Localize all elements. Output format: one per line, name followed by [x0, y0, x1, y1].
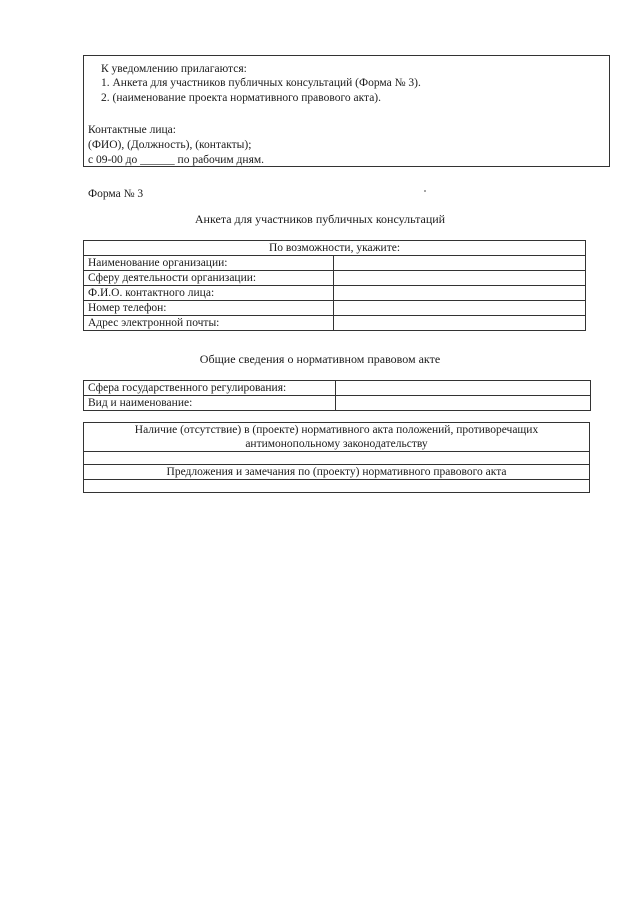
row-label-type-and-name: Вид и наименование:: [84, 396, 336, 411]
questions-table: [83, 422, 590, 493]
table-row: [84, 301, 586, 316]
contacts-line: (ФИО), (Должность), (контакты);: [88, 139, 252, 151]
field-contact-person[interactable]: [334, 286, 586, 301]
row-label-organization-name: Наименование организации:: [84, 256, 334, 271]
answer-antimonopoly-compliance[interactable]: [84, 452, 590, 465]
attachment-item-1: 1. Анкета для участников публичных консультаций (Форма № 3).: [101, 77, 421, 89]
attachment-item-2: 2. (наименование проекта нормативного правового акта).: [101, 92, 382, 104]
table-row: [84, 286, 586, 301]
form-number-label: Форма № 3: [88, 188, 144, 200]
general-info-table: [83, 380, 591, 411]
table-row: [84, 381, 591, 396]
scan-speck: [424, 190, 426, 192]
question-antimonopoly-compliance: Наличие (отсутствие) в (проекте) нормативного акта положений, противоречащих антимонопольному законодательству: [84, 423, 590, 452]
table-row: [84, 396, 591, 411]
field-organization-name[interactable]: [334, 256, 586, 271]
answer-proposals-and-remarks[interactable]: [84, 480, 590, 493]
question-proposals-and-remarks: Предложения и замечания по (проекту) нормативного правового акта: [84, 465, 590, 480]
row-label-organization-activity: Сферу деятельности организации:: [84, 271, 334, 286]
working-hours-line: с 09-00 до ______ по рабочим дням.: [88, 154, 265, 166]
table-row: [84, 256, 586, 271]
table-row: [84, 271, 586, 286]
contact-info-table: [83, 240, 586, 331]
field-regulation-sphere[interactable]: [336, 381, 591, 396]
field-organization-activity[interactable]: [334, 271, 586, 286]
contacts-label: Контактные лица:: [88, 124, 176, 136]
row-label-regulation-sphere: Сфера государственного регулирования:: [84, 381, 336, 396]
attachments-intro: К уведомлению прилагаются:: [101, 63, 247, 75]
row-label-phone: Номер телефон:: [84, 301, 334, 316]
field-type-and-name[interactable]: [336, 396, 591, 411]
field-phone[interactable]: [334, 301, 586, 316]
contact-info-table-header: По возможности, укажите:: [84, 241, 586, 256]
field-email[interactable]: [334, 316, 586, 331]
row-label-email: Адрес электронной почты:: [84, 316, 334, 331]
survey-title: Анкета для участников публичных консультаций: [194, 212, 446, 226]
attachments-notice-box: [83, 55, 610, 167]
general-info-title: Общие сведения о нормативном правовом акте: [199, 352, 441, 366]
row-label-contact-person: Ф.И.О. контактного лица:: [84, 286, 334, 301]
table-row: [84, 316, 586, 331]
